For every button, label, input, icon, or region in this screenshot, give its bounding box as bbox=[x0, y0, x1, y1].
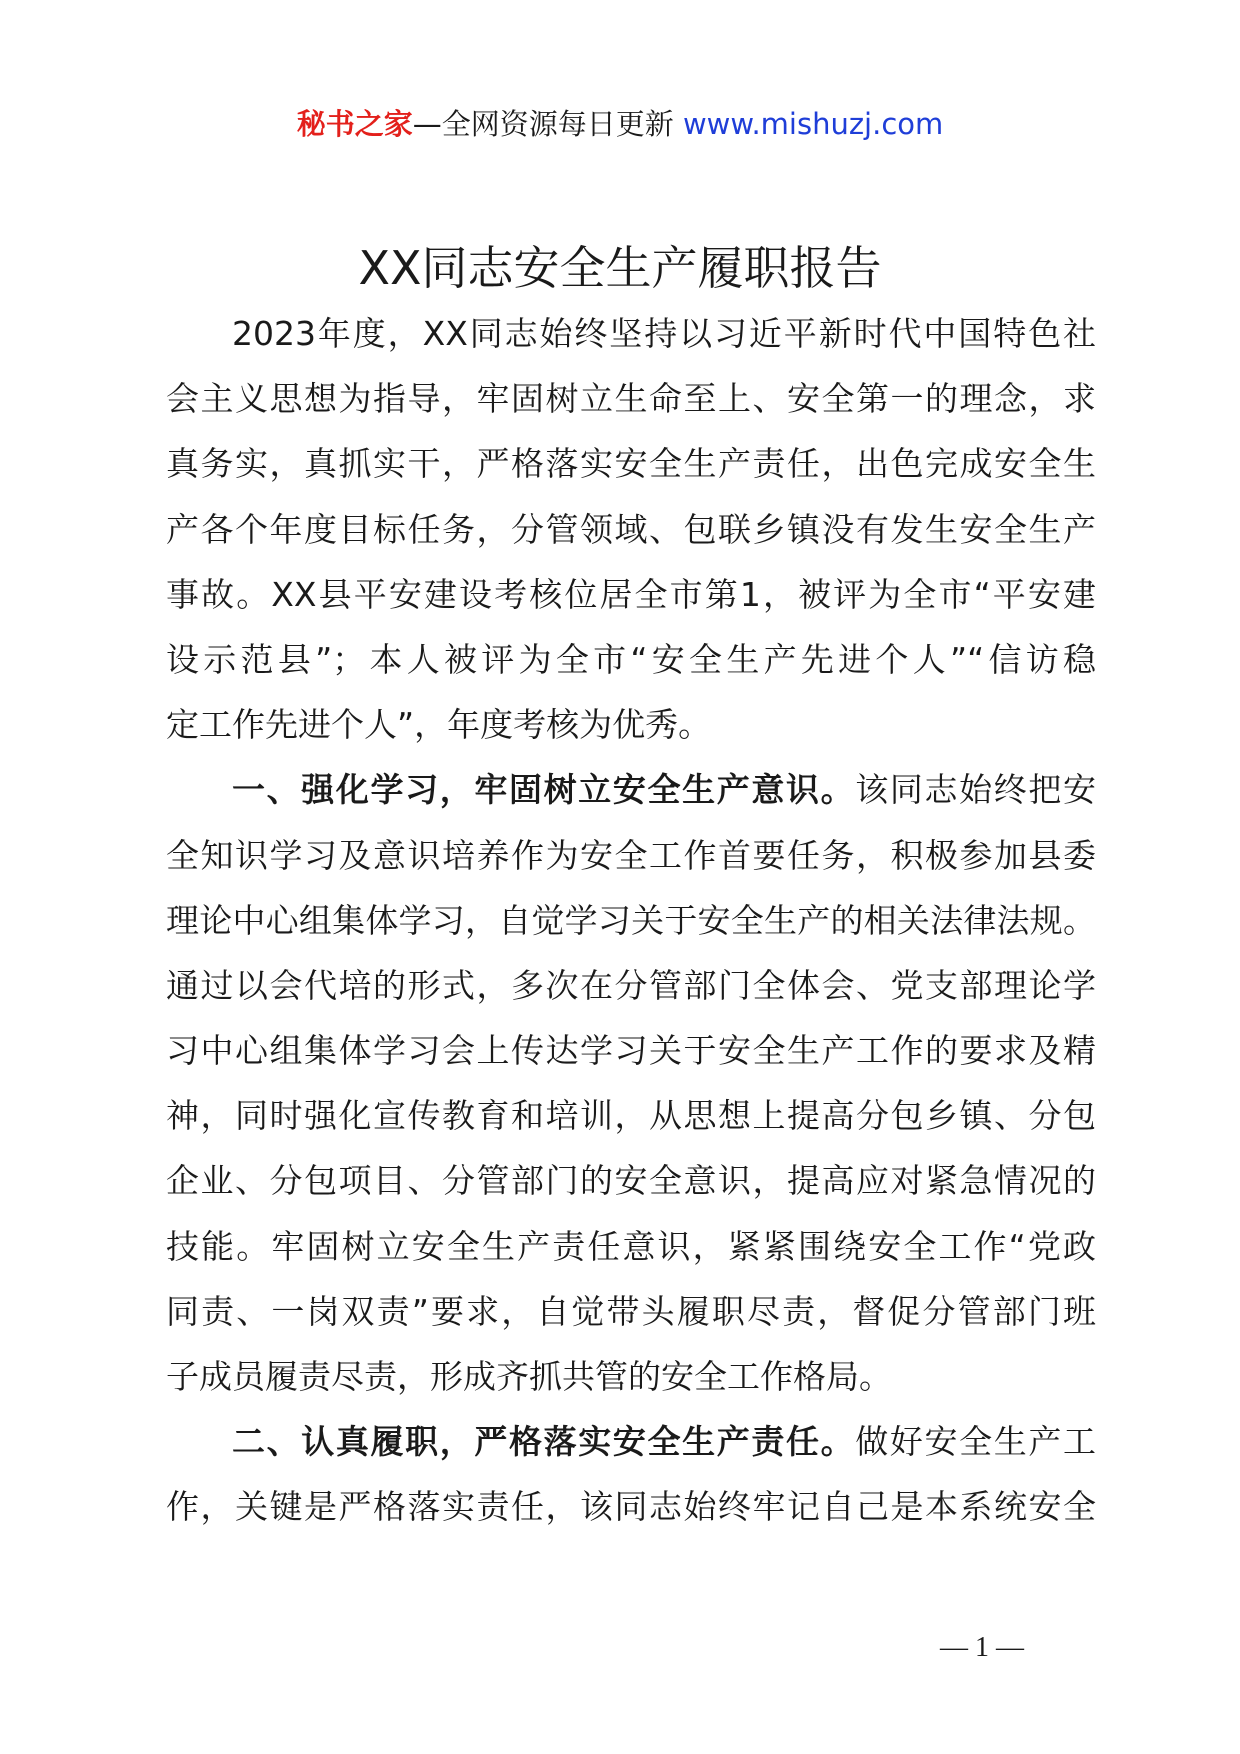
body-line: 真务实，真抓实干，严格落实安全生产责任，出色完成安全生 bbox=[166, 444, 1096, 484]
body-line: 习中心组集体学习会上传达学习关于安全生产工作的要求及精 bbox=[166, 1031, 1096, 1071]
body-line: 通过以会代培的形式，多次在分管部门全体会、党支部理论学 bbox=[166, 965, 1096, 1005]
site-tagline: —全网资源每日更新 bbox=[412, 107, 683, 141]
body-line: 神，同时强化宣传教育和培训，从思想上提高分包乡镇、分包 bbox=[166, 1096, 1096, 1136]
body-line: 会主义思想为指导，牢固树立生命至上、安全第一的理念，求 bbox=[166, 379, 1096, 419]
body-line: 理论中心组集体学习，自觉学习关于安全生产的相关法律法规。 bbox=[166, 900, 1096, 940]
body-line: 定工作先进个人”，年度考核为优秀。 bbox=[166, 705, 712, 745]
body-line: 全知识学习及意识培养作为安全工作首要任务，积极参加县委 bbox=[166, 835, 1096, 875]
body-line: 2023年度，XX同志始终坚持以习近平新时代中国特色社 bbox=[232, 314, 1096, 353]
section-heading-1: 一、强化学习，牢固树立安全生产意识。 bbox=[232, 770, 856, 810]
body-line bbox=[166, 1409, 1096, 1474]
body-line-text: 该同志始终把安 bbox=[855, 770, 1096, 810]
body-line: 企业、分包项目、分管部门的安全意识，提高应对紧急情况的 bbox=[166, 1161, 1096, 1201]
body-line: 同责、一岗双责”要求，自觉带头履职尽责，督促分管部门班 bbox=[166, 1291, 1096, 1331]
body-line: 子成员履责尽责，形成齐抓共管的安全工作格局。 bbox=[166, 1357, 892, 1396]
body-line: 事故。XX县平安建设考核位居全市第1，被评为全市“平安建 bbox=[166, 574, 1096, 614]
body-line: 产各个年度目标任务，分管领域、包联乡镇没有发生安全生产 bbox=[166, 509, 1096, 549]
section-heading-2: 二、认真履职，严格落实安全生产责任。 bbox=[232, 1422, 856, 1462]
document-body bbox=[166, 301, 1096, 1540]
document-title: XX同志安全生产履职报告 bbox=[358, 241, 882, 295]
body-line: 技能。牢固树立安全生产责任意识，紧紧围绕安全工作“党政 bbox=[166, 1226, 1096, 1266]
body-line: 设示范县”；本人被评为全市“安全生产先进个人”“信访稳 bbox=[166, 639, 1096, 679]
body-line-text: 做好安全生产工 bbox=[855, 1422, 1096, 1462]
site-url[interactable]: www.mishuzj.com bbox=[682, 107, 944, 141]
site-brand: 秘书之家 bbox=[296, 107, 413, 141]
site-header bbox=[0, 104, 1240, 144]
body-line bbox=[166, 757, 1096, 822]
body-line: 作，关键是严格落实责任，该同志始终牢记自己是本系统安全 bbox=[166, 1487, 1096, 1527]
page-number: — 1 — bbox=[940, 1632, 1024, 1663]
